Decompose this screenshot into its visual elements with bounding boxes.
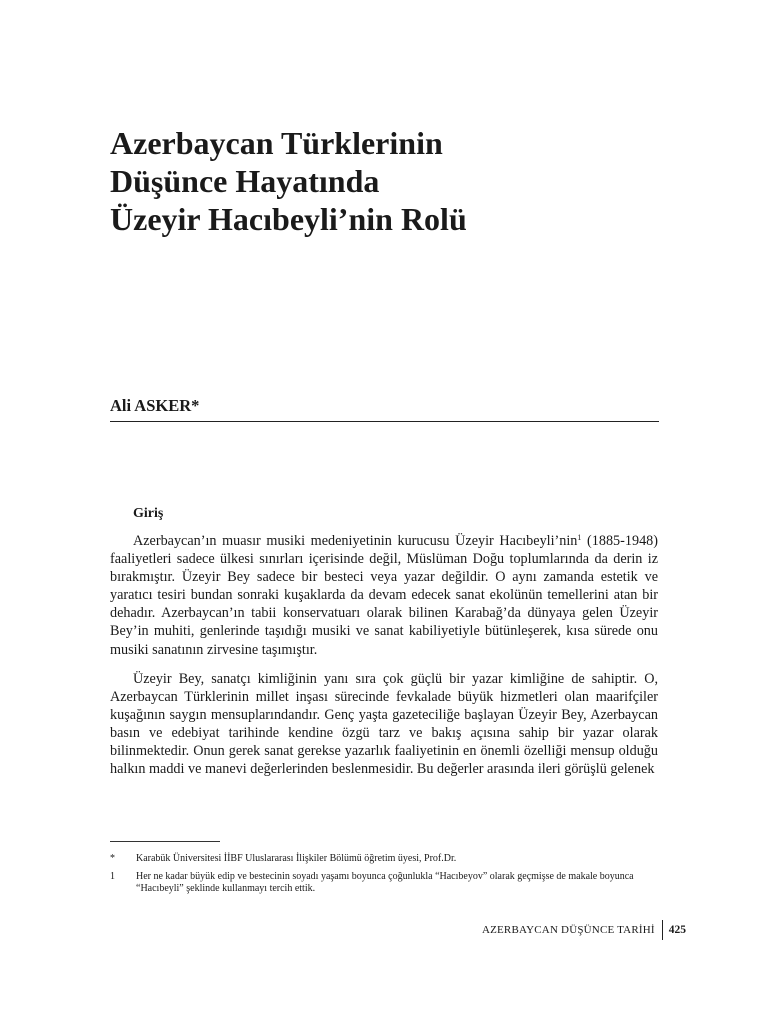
footnote-mark: *	[110, 853, 115, 864]
paragraph-1-start: Azerbaycan’ın muasır musiki medeniyetinin kurucusu Üzeyir Hacıbeyli’nin	[133, 533, 578, 549]
title-line-3: Üzeyir Hacıbeyli’nin Rolü	[110, 201, 467, 237]
title-line-2: Düşünce Hayatında	[110, 163, 380, 199]
footnotes	[110, 853, 660, 901]
footnote-mark: 1	[110, 870, 115, 882]
article-title	[110, 124, 670, 238]
section-heading: Giriş	[133, 506, 164, 521]
footnote-reference: 1	[577, 533, 582, 542]
paragraph-1	[110, 532, 658, 659]
body-text	[110, 532, 658, 789]
paragraph-2: Üzeyir Bey, sanatçı kimliğinin yanı sıra çok güçlü bir yazar kimliğine de sahiptir. O, Azerbaycan Türklerinin millet inşası sürecinde fevkalade büyük hizmetleri olan maarifçiler kuşağının saygın mensuplarındandır. Genç yaşta gazeteciliğe başlayan Üzeyir Bey, Azerbaycan basın ve edebiyat tarihinde kendine özgü tarz ve bakış açısına sahip bir yazar olarak bilinmektedir. Onun gerek sanat gerekse yazarlık faaliyetinin en önemli özelliği mensup olduğu halkın maddi ve manevi değerlerinden beslenmesidir. Bu değerler arasında ileri görüşlü gelenek	[110, 670, 658, 778]
footnote-item	[110, 853, 660, 866]
page-number: 425	[668, 924, 686, 936]
footnote-text: Her ne kadar büyük edip ve bestecinin soyadı yaşamı boyunca çoğunlukla “Hacıbeyov” olarak geçmişse de makale boyunca “Hacıbeyli” şeklinde kullanmayı tercih ettik.	[136, 870, 634, 894]
footnote-text: Karabük Üniversitesi İİBF Uluslararası İlişkiler Bölümü öğretim üyesi, Prof.Dr.	[136, 853, 457, 864]
title-line-1: Azerbaycan Türklerinin	[110, 125, 443, 161]
footnote-divider	[110, 841, 220, 842]
running-title: AZERBAYCAN DÜŞÜNCE TARİHİ	[481, 924, 655, 936]
running-footer	[482, 920, 686, 940]
author-divider	[110, 421, 659, 422]
footer-divider	[662, 920, 663, 940]
paragraph-1-rest: (1885-1948) faaliyetleri sadece ülkesi sınırları içerisinde değil, Müslüman Doğu toplumlarında da derin iz bırakmıştır. Üzeyir Bey sadece bir besteci veya yazar değildir. O aynı zamanda estetik ve yaratıcı tesiri bundan sonraki kuşaklarda da devam edecek sanat ekolünün temellerini atan bir dehadır. Azerbaycan’ın tabii konservatuarı olarak bilinen Karabağ’da dünyaya gelen Üzeyir Bey’in muhiti, genlerinde taşıdığı musiki ve sanat kabiliyetiyle bütünleşerek, kısa sürede onu musiki sanatının zirvesine taşımıştır.	[110, 533, 658, 658]
author-name: Ali ASKER*	[110, 396, 200, 415]
footnote-item	[110, 871, 660, 896]
